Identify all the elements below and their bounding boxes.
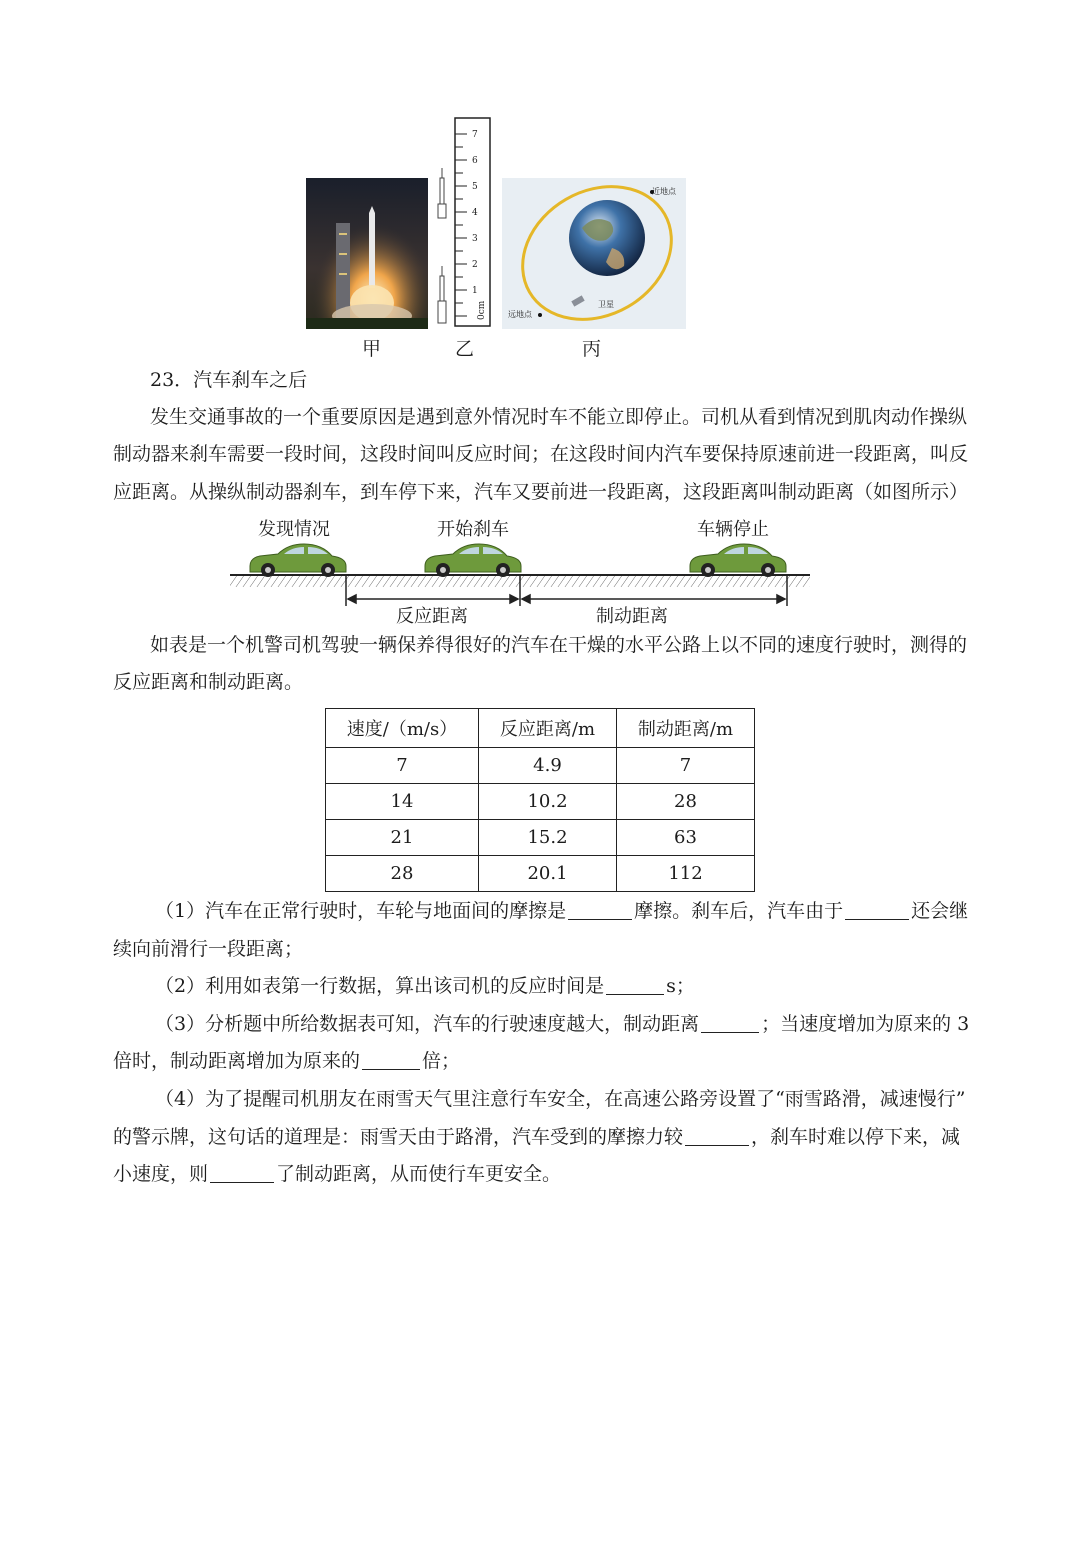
table-cell: 28 (326, 856, 479, 892)
table-row (326, 784, 755, 820)
satellite-orbit-diagram (502, 178, 686, 329)
answer-blank[interactable] (606, 976, 664, 995)
subq-3-line-2 (113, 1043, 460, 1080)
answer-blank[interactable] (210, 1164, 274, 1183)
table-cell: 21 (326, 820, 479, 856)
subq-3-line-1 (155, 1006, 969, 1043)
subq-4-text-c: 小速度，则 (113, 1163, 209, 1185)
answer-blank[interactable] (685, 1127, 749, 1146)
table-cell: 63 (617, 820, 755, 856)
ruler-with-rocket-drawing (430, 116, 492, 330)
intro-line-1: 发生交通事故的一个重要原因是遇到意外情况时车不能立即停止。司机从看到情况到肌肉动作操纵 (150, 406, 968, 428)
subq-1-line-2: 续向前滑行一段距离； (113, 938, 304, 960)
ruler-tick-label: 3 (472, 234, 478, 244)
header-braking: 制动距离/m (617, 709, 755, 748)
orbit-label-satellite: 卫星 (598, 300, 614, 309)
segment-reaction-distance: 反应距离 (396, 606, 468, 627)
table-cell: 10.2 (479, 784, 617, 820)
subq-1-line-1 (155, 893, 968, 930)
subq-4-text-b: ，刹车时难以停下来，减 (751, 1126, 961, 1148)
table-cell: 7 (326, 748, 479, 784)
subq-2-text-a: （2）利用如表第一行数据，算出该司机的反应时间是 (155, 975, 605, 997)
intro-line-2: 制动器来刹车需要一段时间，这段时间叫反应时间；在这段时间内汽车要保持原速前进一段距离，叫反 (113, 443, 969, 465)
question-title: 23．汽车刹车之后 (150, 369, 308, 391)
car-icon (690, 544, 786, 577)
subq-2-text-b: s； (666, 975, 695, 997)
ruler-tick-label: 1 (472, 286, 478, 296)
subq-2 (155, 968, 695, 1005)
table-intro-line-1: 如表是一个机警司机驾驶一辆保养得很好的汽车在干燥的水平公路上以不同的速度行驶时，测得的 (150, 634, 968, 656)
figure-ruler (430, 116, 492, 330)
label-discover: 发现情况 (258, 519, 330, 540)
ruler-tick-label: 5 (472, 182, 478, 192)
table-header-row (326, 709, 755, 748)
braking-diagram (228, 538, 812, 610)
car-icon (250, 544, 346, 577)
table-cell: 14 (326, 784, 479, 820)
table-cell: 112 (617, 856, 755, 892)
ruler-tick-label: 6 (472, 156, 478, 166)
orbit-label-far: 远地点 (508, 310, 532, 319)
rocket-launch-photo (306, 178, 428, 329)
answer-blank[interactable] (568, 901, 632, 920)
table-intro-line-2: 反应距离和制动距离。 (113, 671, 304, 693)
subq-4-line-2 (113, 1119, 960, 1156)
table-row (326, 820, 755, 856)
subq-1-text-b: 摩擦。刹车后，汽车由于 (634, 900, 844, 922)
subq-1-text-c: 还会继 (911, 900, 969, 922)
subq-1-text-a: （1）汽车在正常行驶时，车轮与地面间的摩擦是 (155, 900, 567, 922)
subq-3-text-b: ；当速度增加为原来的 3 (761, 1013, 970, 1035)
table-row (326, 748, 755, 784)
intro-line-3: 应距离。从操纵制动器刹车，到车停下来，汽车又要前进一段距离，这段距离叫制动距离（如图所示） (113, 481, 969, 503)
header-reaction: 反应距离/m (479, 709, 617, 748)
answer-blank[interactable] (362, 1051, 420, 1070)
table-cell: 20.1 (479, 856, 617, 892)
car-icon (425, 544, 521, 577)
subq-4-line-3 (113, 1156, 561, 1193)
table-cell: 4.9 (479, 748, 617, 784)
figure-earth-orbit (502, 178, 686, 329)
ruler-tick-label: 4 (472, 208, 478, 218)
subq-4-text-d: 了制动距离，从而使行车更安全。 (276, 1163, 562, 1185)
segment-braking-distance: 制动距离 (596, 606, 668, 627)
subq-3-text-a: （3）分析题中所给数据表可知，汽车的行驶速度越大，制动距离 (155, 1013, 700, 1035)
subq-3-text-c: 倍时，制动距离增加为原来的 (113, 1050, 361, 1072)
data-table-wrap (325, 708, 755, 892)
orbit-label-near: 近地点 (652, 187, 676, 196)
figure-rocket (306, 178, 428, 329)
data-table (325, 708, 755, 892)
table-cell: 28 (617, 784, 755, 820)
subq-4-text-a: 的警示牌，这句话的道理是：雨雪天由于路滑，汽车受到的摩擦力较 (113, 1126, 684, 1148)
header-speed: 速度/（m/s） (326, 709, 479, 748)
table-cell: 15.2 (479, 820, 617, 856)
figure-label-yi: 乙 (455, 338, 475, 360)
table-cell: 7 (617, 748, 755, 784)
ruler-tick-label: 7 (472, 130, 478, 140)
figure-label-jia: 甲 (362, 338, 382, 360)
answer-blank[interactable] (701, 1014, 759, 1033)
subq-3-text-d: 倍； (422, 1050, 461, 1072)
ruler-tick-label: 0cm (477, 300, 487, 320)
ruler-tick-label: 2 (472, 260, 478, 270)
answer-blank[interactable] (845, 901, 909, 920)
table-row (326, 856, 755, 892)
figure-label-bing: 丙 (582, 338, 602, 360)
label-start-brake: 开始刹车 (437, 519, 509, 540)
label-stopped: 车辆停止 (697, 519, 769, 540)
subq-4-line-1: （4）为了提醒司机朋友在雨雪天气里注意行车安全，在高速公路旁设置了“雨雪路滑，减速慢行” (155, 1088, 966, 1110)
